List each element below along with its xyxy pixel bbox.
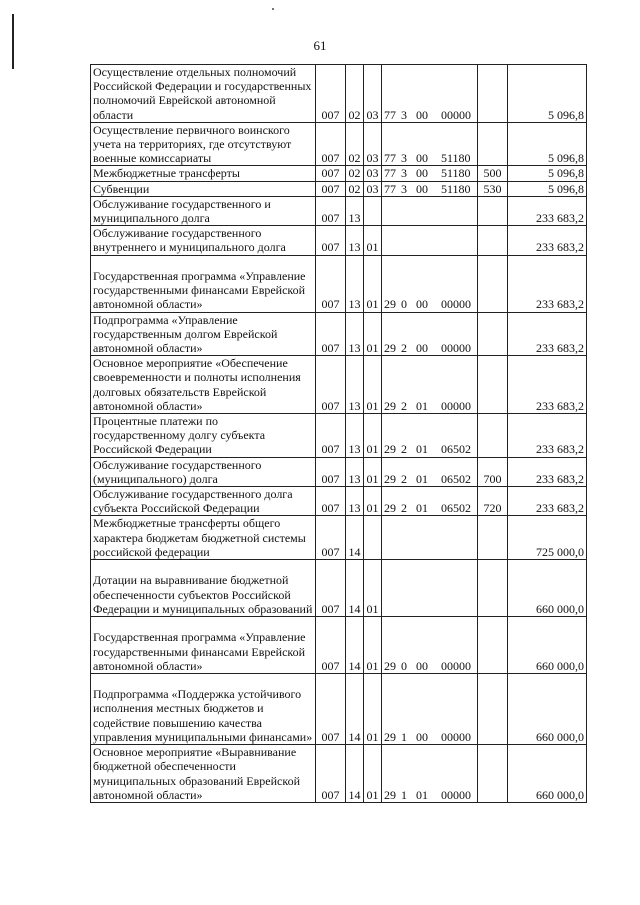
row-target-code: [382, 516, 478, 560]
target-code-part: 3: [401, 166, 407, 181]
row-section: 14: [346, 516, 364, 560]
row-expense-type: [478, 255, 508, 312]
row-section: 13: [346, 312, 364, 356]
row-ministry: 007: [316, 166, 346, 181]
table-row: [91, 457, 587, 486]
target-code-part: 2: [401, 501, 407, 516]
row-section: 13: [346, 414, 364, 458]
row-target-code: [382, 356, 478, 414]
row-expense-type: [478, 226, 508, 255]
target-code-part: 1: [401, 729, 407, 744]
row-name: Основное мероприятие «Обеспечение своевременности и полноты исполнения долговых обязательств Еврейской автономной области»: [91, 356, 316, 414]
row-subsection: 01: [364, 745, 382, 803]
row-ministry: 007: [316, 516, 346, 560]
row-ministry: 007: [316, 196, 346, 225]
target-code-part: 29: [384, 729, 396, 744]
row-subsection: 03: [364, 122, 382, 166]
row-subsection: 03: [364, 166, 382, 181]
target-code-part: 00: [416, 341, 428, 356]
row-expense-type: [478, 312, 508, 356]
row-section: 13: [346, 196, 364, 225]
target-code-part: 29: [384, 787, 396, 802]
row-section: 02: [346, 65, 364, 123]
table-row: [91, 226, 587, 255]
table-row: [91, 255, 587, 312]
row-target-code: [382, 745, 478, 803]
row-target-code: [382, 617, 478, 674]
row-name: Государственная программа «Управление государственными финансами Еврейской автономной области»: [91, 617, 316, 674]
row-amount: 233 683,2: [508, 196, 587, 225]
row-subsection: 01: [364, 356, 382, 414]
row-ministry: 007: [316, 312, 346, 356]
target-code-part: 01: [416, 398, 428, 413]
row-amount: 5 096,8: [508, 166, 587, 181]
row-ministry: 007: [316, 457, 346, 486]
row-subsection: 01: [364, 226, 382, 255]
row-expense-type: 720: [478, 487, 508, 516]
table-row: [91, 356, 587, 414]
row-amount: 660 000,0: [508, 560, 587, 617]
row-subsection: [364, 196, 382, 225]
target-code-part: 00: [416, 151, 428, 166]
row-amount: 660 000,0: [508, 617, 587, 674]
row-amount: 233 683,2: [508, 457, 587, 486]
target-code-part: 29: [384, 341, 396, 356]
row-subsection: 01: [364, 487, 382, 516]
row-amount: 233 683,2: [508, 487, 587, 516]
target-code-part: 01: [416, 442, 428, 457]
table-row: [91, 674, 587, 745]
table-row: [91, 122, 587, 166]
target-code-part: 06502: [441, 501, 471, 516]
row-section: 13: [346, 487, 364, 516]
row-amount: 5 096,8: [508, 181, 587, 196]
target-code-part: 2: [401, 471, 407, 486]
row-ministry: 007: [316, 122, 346, 166]
row-ministry: 007: [316, 356, 346, 414]
row-subsection: 03: [364, 181, 382, 196]
table-row: [91, 65, 587, 123]
target-code-part: 2: [401, 341, 407, 356]
row-section: 13: [346, 255, 364, 312]
row-section: 14: [346, 674, 364, 745]
target-code-part: 77: [384, 151, 396, 166]
row-name: Дотации на выравнивание бюджетной обеспеченности субъектов Российской Федерации и муниципальных образований: [91, 560, 316, 617]
row-section: 13: [346, 226, 364, 255]
row-ministry: 007: [316, 745, 346, 803]
row-name: Обслуживание государственного внутреннего и муниципального долга: [91, 226, 316, 255]
row-name: Обслуживание государственного долга субъекта Российской Федерации: [91, 487, 316, 516]
row-target-code: [382, 181, 478, 196]
row-amount: 5 096,8: [508, 65, 587, 123]
target-code-part: 0: [401, 297, 407, 312]
row-section: 02: [346, 166, 364, 181]
row-expense-type: [478, 516, 508, 560]
row-ministry: 007: [316, 674, 346, 745]
row-amount: 233 683,2: [508, 356, 587, 414]
row-target-code: [382, 674, 478, 745]
row-name: Субвенции: [91, 181, 316, 196]
row-ministry: 007: [316, 560, 346, 617]
target-code-part: 77: [384, 181, 396, 196]
row-ministry: 007: [316, 65, 346, 123]
row-target-code: [382, 457, 478, 486]
row-target-code: [382, 122, 478, 166]
scan-dot: [272, 8, 274, 10]
row-target-code: [382, 196, 478, 225]
target-code-part: 29: [384, 442, 396, 457]
row-name: Процентные платежи по государственному долгу субъекта Российской Федерации: [91, 414, 316, 458]
row-target-code: [382, 487, 478, 516]
row-subsection: 01: [364, 617, 382, 674]
table-row: [91, 166, 587, 181]
row-name: Основное мероприятие «Выравнивание бюджетной обеспеченности муниципальных образований Еврейской автономной области»: [91, 745, 316, 803]
row-ministry: 007: [316, 226, 346, 255]
row-subsection: 01: [364, 560, 382, 617]
target-code-part: 51180: [441, 151, 471, 166]
target-code-part: 00: [416, 181, 428, 196]
row-expense-type: 500: [478, 166, 508, 181]
target-code-part: 00000: [441, 658, 471, 673]
target-code-part: 3: [401, 151, 407, 166]
target-code-part: 00: [416, 297, 428, 312]
row-target-code: [382, 65, 478, 123]
row-expense-type: [478, 356, 508, 414]
row-expense-type: [478, 745, 508, 803]
target-code-part: 00000: [441, 787, 471, 802]
row-ministry: 007: [316, 414, 346, 458]
row-amount: 233 683,2: [508, 255, 587, 312]
target-code-part: 00: [416, 658, 428, 673]
table-row: [91, 516, 587, 560]
row-expense-type: 700: [478, 457, 508, 486]
row-expense-type: [478, 617, 508, 674]
row-section: 02: [346, 122, 364, 166]
target-code-part: 29: [384, 471, 396, 486]
row-name: Государственная программа «Управление государственными финансами Еврейской автономной области»: [91, 255, 316, 312]
row-ministry: 007: [316, 255, 346, 312]
row-expense-type: [478, 65, 508, 123]
target-code-part: 00000: [441, 107, 471, 122]
target-code-part: 3: [401, 107, 407, 122]
row-section: 02: [346, 181, 364, 196]
target-code-part: 06502: [441, 442, 471, 457]
target-code-part: 0: [401, 658, 407, 673]
row-target-code: [382, 255, 478, 312]
row-expense-type: [478, 414, 508, 458]
row-amount: 660 000,0: [508, 674, 587, 745]
row-section: 14: [346, 745, 364, 803]
target-code-part: 77: [384, 107, 396, 122]
row-amount: 5 096,8: [508, 122, 587, 166]
target-code-part: 3: [401, 181, 407, 196]
table-row: [91, 181, 587, 196]
target-code-part: 51180: [441, 166, 471, 181]
row-target-code: [382, 414, 478, 458]
target-code-part: 01: [416, 471, 428, 486]
row-name: Осуществление отдельных полномочий Российской Федерации и государственных полномочий Еврейской автономной области: [91, 65, 316, 123]
row-ministry: 007: [316, 617, 346, 674]
row-section: 13: [346, 457, 364, 486]
table-row: [91, 312, 587, 356]
target-code-part: 00000: [441, 729, 471, 744]
row-name: Обслуживание государственного (муниципального) долга: [91, 457, 316, 486]
target-code-part: 06502: [441, 471, 471, 486]
row-subsection: 01: [364, 457, 382, 486]
row-expense-type: [478, 122, 508, 166]
table-row: [91, 196, 587, 225]
target-code-part: 29: [384, 501, 396, 516]
row-amount: 233 683,2: [508, 312, 587, 356]
table-row: [91, 745, 587, 803]
table-row: [91, 487, 587, 516]
row-subsection: 01: [364, 414, 382, 458]
row-target-code: [382, 312, 478, 356]
target-code-part: 00: [416, 107, 428, 122]
row-name: Осуществление первичного воинского учета на территориях, где отсутствуют военные комиссариаты: [91, 122, 316, 166]
row-ministry: 007: [316, 181, 346, 196]
row-name: Подпрограмма «Поддержка устойчивого исполнения местных бюджетов и содействие повышению качества управления муниципальными финансами»: [91, 674, 316, 745]
table-row: [91, 617, 587, 674]
row-amount: 660 000,0: [508, 745, 587, 803]
target-code-part: 1: [401, 787, 407, 802]
target-code-part: 00000: [441, 297, 471, 312]
row-name: Межбюджетные трансферты общего характера бюджетам бюджетной системы российской федерации: [91, 516, 316, 560]
target-code-part: 51180: [441, 181, 471, 196]
row-section: 13: [346, 356, 364, 414]
target-code-part: 29: [384, 297, 396, 312]
row-section: 14: [346, 617, 364, 674]
row-target-code: [382, 226, 478, 255]
row-expense-type: 530: [478, 181, 508, 196]
row-amount: 233 683,2: [508, 414, 587, 458]
row-subsection: [364, 516, 382, 560]
budget-table-body: [91, 65, 587, 803]
budget-table: [90, 64, 587, 803]
table-row: [91, 560, 587, 617]
target-code-part: 2: [401, 442, 407, 457]
target-code-part: 01: [416, 501, 428, 516]
target-code-part: 29: [384, 658, 396, 673]
target-code-part: 29: [384, 398, 396, 413]
row-target-code: [382, 560, 478, 617]
target-code-part: 01: [416, 787, 428, 802]
row-name: Подпрограмма «Управление государственным долгом Еврейской автономной области»: [91, 312, 316, 356]
target-code-part: 00: [416, 729, 428, 744]
target-code-part: 00000: [441, 341, 471, 356]
row-target-code: [382, 166, 478, 181]
row-expense-type: [478, 560, 508, 617]
target-code-part: 00: [416, 166, 428, 181]
table-row: [91, 414, 587, 458]
target-code-part: 77: [384, 166, 396, 181]
row-name: Межбюджетные трансферты: [91, 166, 316, 181]
row-expense-type: [478, 196, 508, 225]
row-subsection: 01: [364, 674, 382, 745]
target-code-part: 2: [401, 398, 407, 413]
row-amount: 725 000,0: [508, 516, 587, 560]
row-section: 14: [346, 560, 364, 617]
row-name: Обслуживание государственного и муниципального долга: [91, 196, 316, 225]
target-code-part: 00000: [441, 398, 471, 413]
page-number: 61: [313, 38, 327, 53]
row-amount: 233 683,2: [508, 226, 587, 255]
row-subsection: 03: [364, 65, 382, 123]
row-ministry: 007: [316, 487, 346, 516]
row-subsection: 01: [364, 255, 382, 312]
row-subsection: 01: [364, 312, 382, 356]
row-expense-type: [478, 674, 508, 745]
